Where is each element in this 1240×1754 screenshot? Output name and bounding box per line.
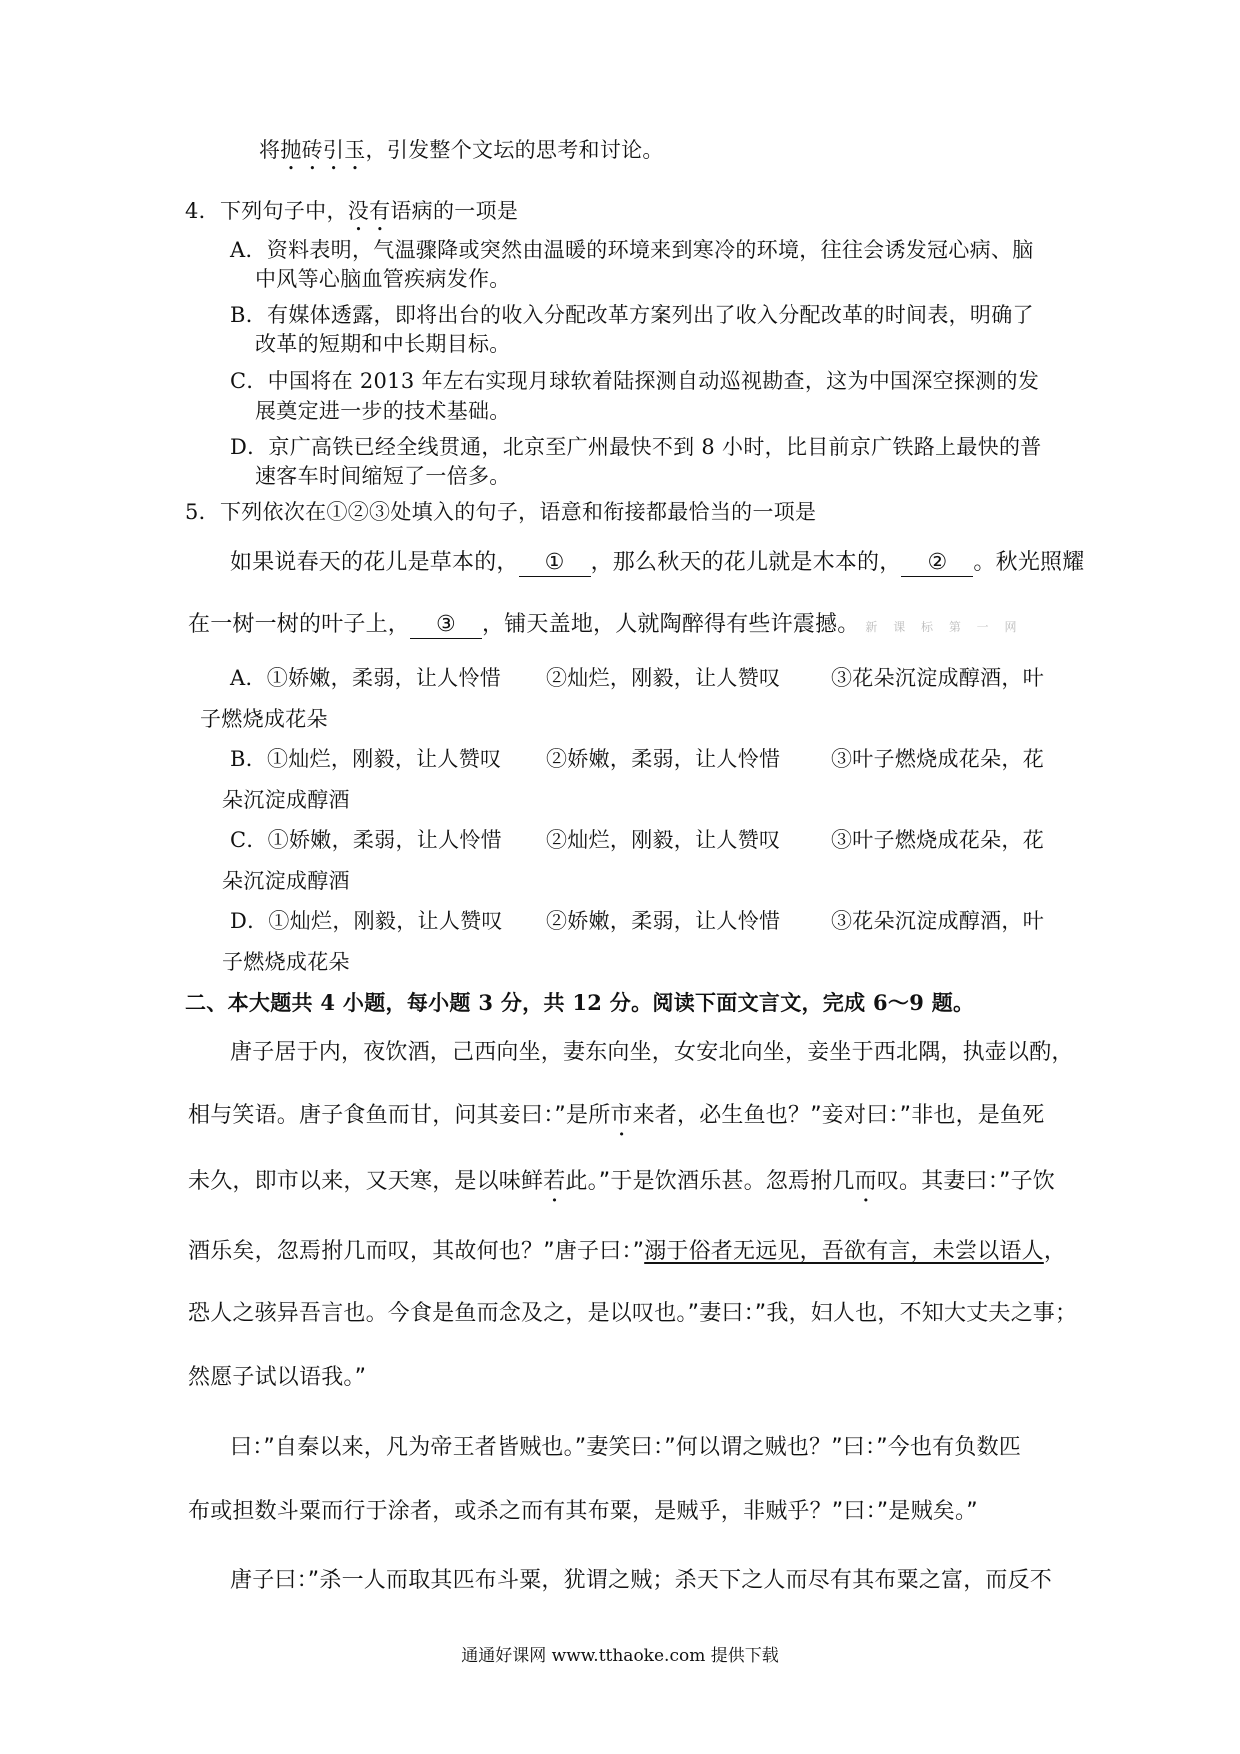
emphasized-text: 抛砖引玉 [280, 138, 366, 162]
question-4-stem [185, 198, 518, 236]
q5-option-c-cont: 朵沉淀成醇酒 [222, 869, 350, 893]
passage-line-4 [188, 1239, 1066, 1265]
text: ，引发整个文坛的思考和讨论。 [365, 138, 664, 162]
passage-line-6: 然愿子试以语我。” [188, 1365, 367, 1390]
page-footer: 通通好课网 www.tthaoke.com 提供下载 [461, 1646, 779, 1666]
q4-option-d-cont: 速客车时间缩短了一倍多。 [255, 464, 511, 488]
q5-option-d-cont: 子燃烧成花朵 [222, 950, 350, 974]
text: 如果说春天的花儿是草本的， [230, 550, 519, 575]
q5-passage-line-1 [230, 550, 1084, 577]
q5-option-a-cont: 子燃烧成花朵 [200, 707, 328, 731]
q4-option-d: D．京广高铁已经全线贯通，北京至广州最快不到 8 小时，比目前京广铁路上最快的普 [230, 435, 1042, 459]
section-heading: 二、本大题共 4 小题，每小题 3 分，共 12 分。阅读下面文言文，完成 6～9 题。 [185, 990, 975, 1015]
question-5-stem: 5．下列依次在①②③处填入的句子，语意和衔接都最恰当的一项是 [185, 500, 817, 524]
text-line [259, 137, 664, 175]
blank-1: ① [519, 550, 591, 577]
blank-2: ② [901, 550, 973, 577]
q4-option-c-cont: 展奠定进一步的技术基础。 [255, 399, 511, 423]
q5-option-a-3: ③花朵沉淀成醇酒，叶 [831, 666, 1044, 690]
text: 相与笑语。唐子食鱼而甘，问其妾曰：”是所 [188, 1103, 611, 1128]
emphasized-text: 没有 [347, 199, 391, 223]
q5-option-b-1: B．①灿烂，刚毅，让人赞叹 [230, 747, 502, 771]
text: 酒乐矣，忽焉拊几而叹，其故何也？”唐子曰：” [188, 1239, 645, 1264]
q5-option-d-3: ③花朵沉淀成醇酒，叶 [831, 909, 1044, 933]
text: 叹。其妻曰：”子饮 [876, 1169, 1056, 1194]
passage-line-1: 唐子居于内，夜饮酒，己西向坐，妻东向坐，女安北向坐，妾坐于西北隅，执壶以酌， [230, 1040, 1074, 1065]
text: 4．下列句子中， [185, 199, 348, 223]
text: 在一树一树的叶子上， [188, 612, 411, 637]
q5-option-c-2: ②灿烂，刚毅，让人赞叹 [546, 828, 781, 852]
emphasized-text: 而 [854, 1169, 877, 1194]
text: ， [1043, 1239, 1067, 1264]
text: ，那么秋天的花儿就是木本的， [590, 550, 902, 575]
text: 将 [259, 138, 281, 162]
text: 未久，即市以来，又天寒，是以味鲜 [188, 1169, 544, 1194]
text: 来者，必生鱼也？”妾对曰：”非也，是鱼死 [632, 1103, 1045, 1128]
passage-line-8: 布或担数斗粟而行于涂者，或杀之而有其布粟，是贼乎，非贼乎？”曰：”是贼矣。” [188, 1499, 978, 1524]
emphasized-text: 若 [543, 1169, 566, 1194]
text: 此。”于是饮酒乐甚。忽焉拊几 [565, 1169, 855, 1194]
q5-option-b-cont: 朵沉淀成醇酒 [222, 788, 350, 812]
blank-3: ③ [410, 612, 482, 639]
watermark: 新 课 标 第 一 网 [865, 620, 1023, 634]
passage-line-9: 唐子曰：”杀一人而取其匹布斗粟，犹谓之贼；杀天下之人而尽有其布粟之富，而反不 [230, 1568, 1053, 1593]
q5-option-c-3: ③叶子燃烧成花朵，花 [831, 828, 1044, 852]
passage-line-2 [188, 1103, 1044, 1141]
q5-option-a-1: A．①娇嫩，柔弱，让人怜惜 [230, 666, 502, 690]
text: 语病的一项是 [390, 199, 519, 223]
q5-option-d-1: D．①灿烂，刚毅，让人赞叹 [230, 909, 503, 933]
passage-line-5: 恐人之骇异吾言也。今食是鱼而念及之，是以叹也。”妻曰：”我，妇人也，不知大丈夫之事； [188, 1301, 1078, 1326]
passage-line-3 [188, 1169, 1055, 1207]
q5-option-a-2: ②灿烂，刚毅，让人赞叹 [546, 666, 781, 690]
q4-option-c: C．中国将在 2013 年左右实现月球软着陆探测自动巡视勘查，这为中国深空探测的发 [230, 369, 1040, 393]
q4-option-a-cont: 中风等心脑血管疾病发作。 [255, 267, 511, 291]
q5-passage-line-2 [188, 612, 1023, 640]
q5-option-b-3: ③叶子燃烧成花朵，花 [831, 747, 1044, 771]
emphasized-text: 市 [610, 1103, 633, 1128]
underlined-text: 溺于俗者无远见，吾欲有言，未尝以语人 [644, 1239, 1044, 1264]
q4-option-b-cont: 改革的短期和中长期目标。 [255, 332, 511, 356]
q5-option-c-1: C．①娇嫩，柔弱，让人怜惜 [230, 828, 502, 852]
q4-option-a: A．资料表明，气温骤降或突然由温暖的环境来到寒冷的环境，往往会诱发冠心病、脑 [230, 238, 1034, 262]
text: 。秋光照耀 [973, 550, 1085, 575]
q4-option-b: B．有媒体透露，即将出台的收入分配改革方案列出了收入分配改革的时间表，明确了 [230, 303, 1034, 327]
q5-option-d-2: ②娇嫩，柔弱，让人怜惜 [546, 909, 781, 933]
passage-line-7: 曰：”自秦以来，凡为帝王者皆贼也。”妻笑曰：”何以谓之贼也？”曰：”今也有负数匹 [230, 1435, 1021, 1460]
q5-option-b-2: ②娇嫩，柔弱，让人怜惜 [546, 747, 781, 771]
text: ，铺天盖地，人就陶醉得有些许震撼。 [482, 612, 860, 637]
